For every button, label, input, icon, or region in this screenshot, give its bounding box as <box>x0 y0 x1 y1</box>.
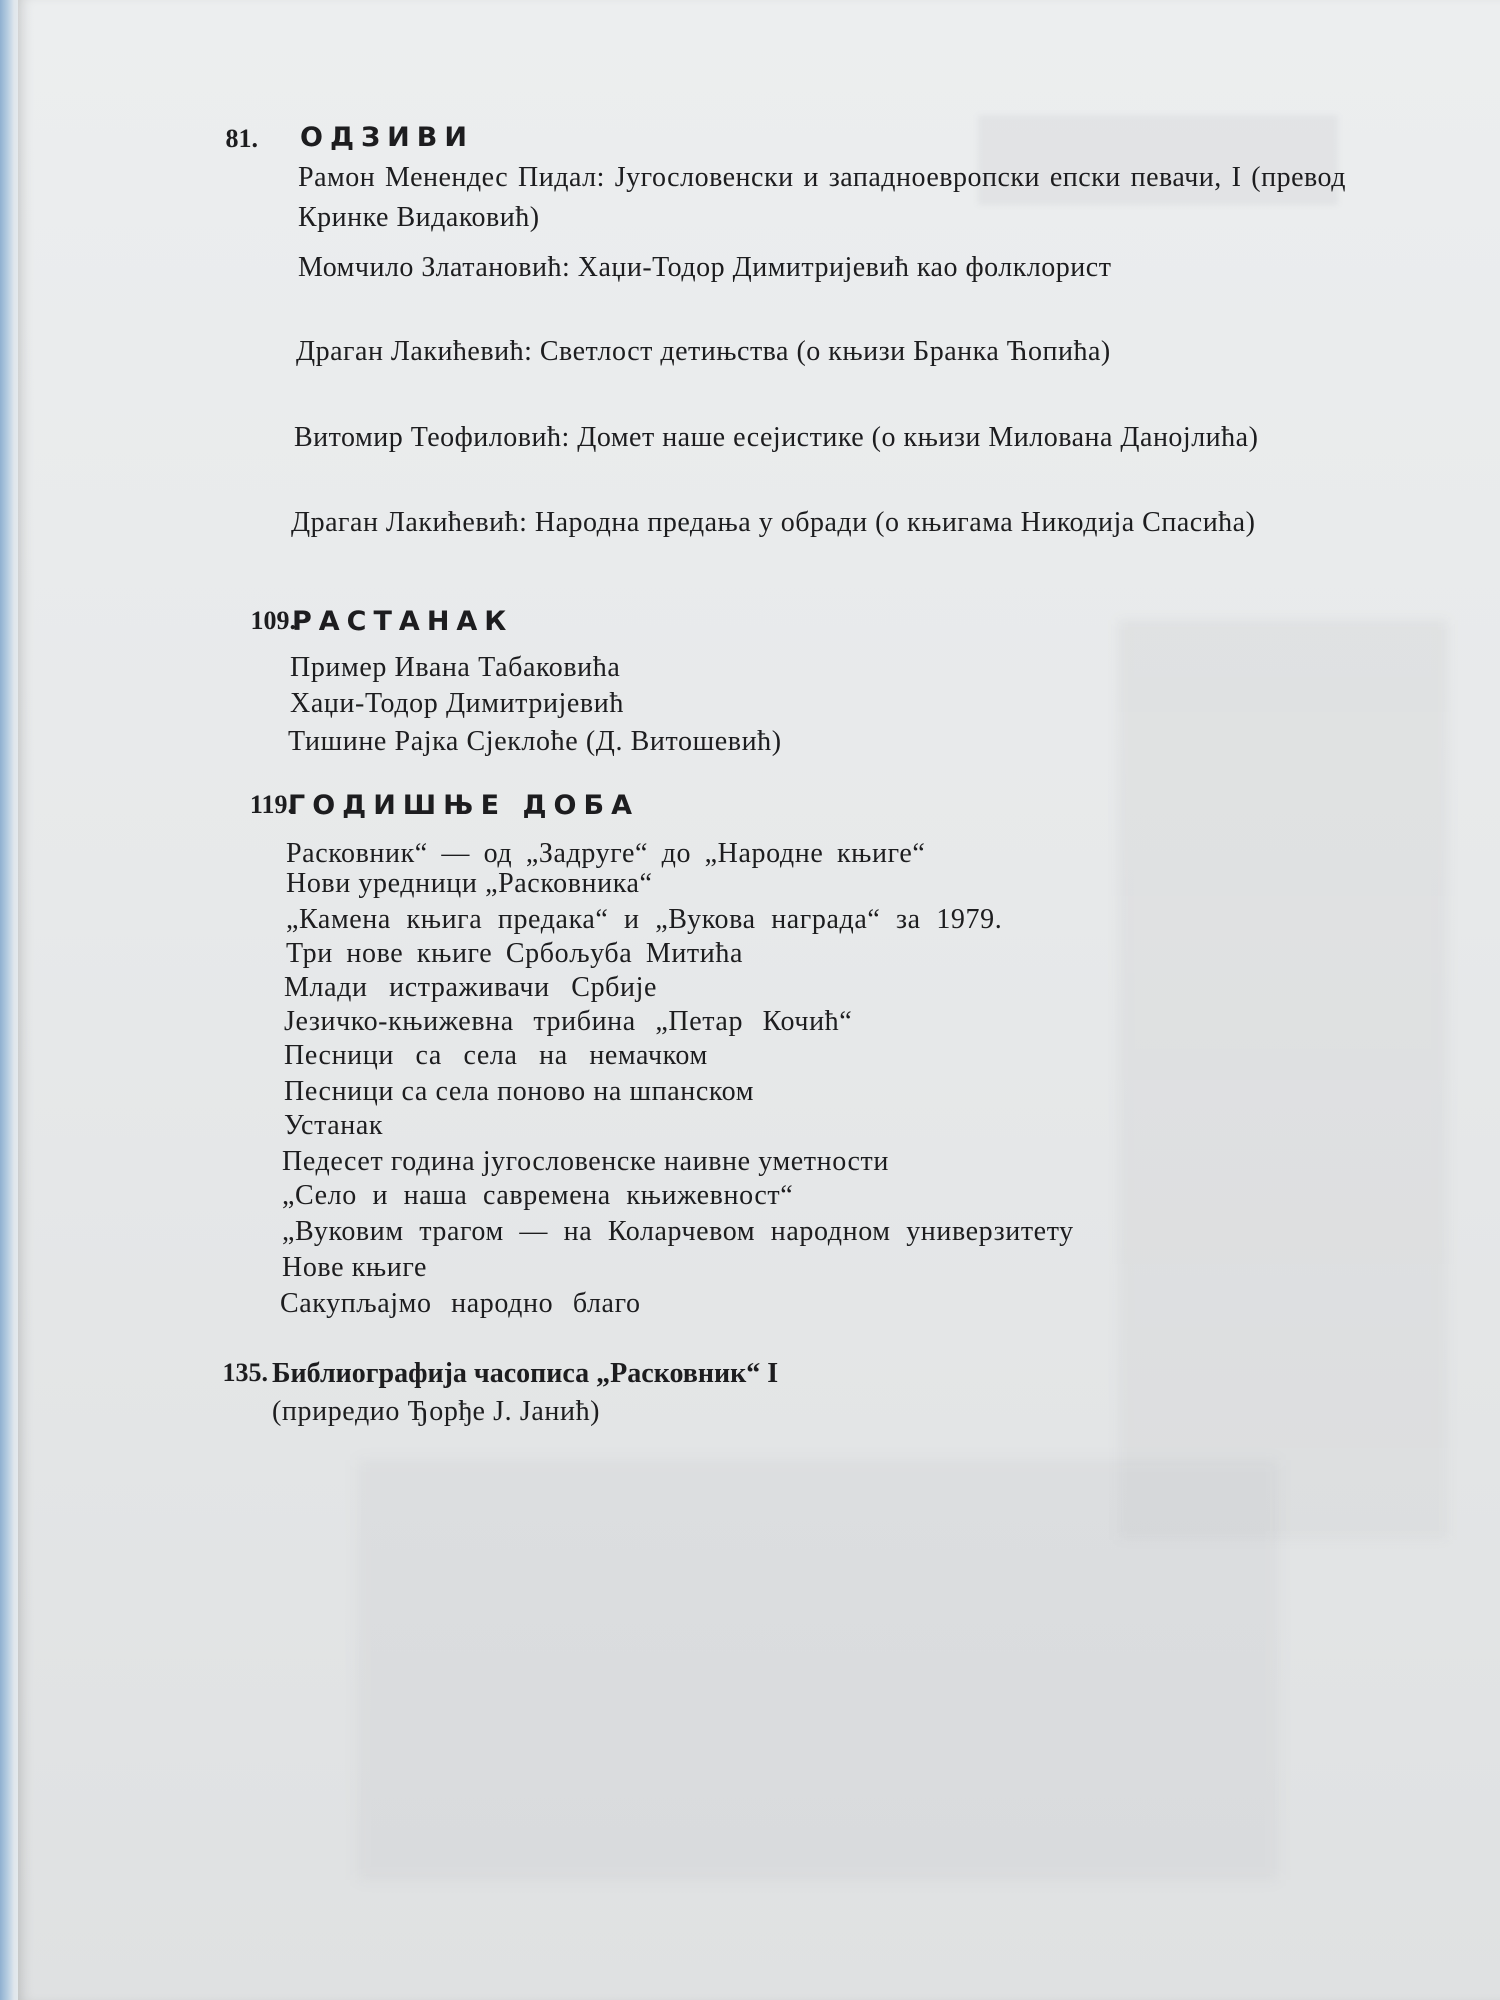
toc-entry: „Вуковим трагом — на Коларчевом народном универзитету <box>282 1216 1074 1247</box>
section-heading: РАСТАНАК <box>292 606 514 637</box>
section-number: 135. <box>222 1358 268 1387</box>
toc-entry: Рамон Менендес Пидал: Југословенски и западноевропски епски певачи, I (превод Кринке Видаковић) <box>298 162 1346 233</box>
toc-entry: „Село и наша савремена књижевност“ <box>282 1180 794 1211</box>
section-title: Библиографија часописа „Расковник“ I <box>272 1358 779 1389</box>
toc-entry: Драган Лакићевић: Народна предања у обради (о књигама Никодија Спасића) <box>291 507 1256 538</box>
toc-entry: Хаџи-Тодор Димитријевић <box>290 688 624 719</box>
section-subtitle: (приредио Ђорђе Ј. Јанић) <box>272 1396 601 1427</box>
toc-entry: Нове књиге <box>282 1252 428 1283</box>
toc-entry: Нови уредници „Расковника“ <box>286 868 653 899</box>
section-heading: ГОДИШЊЕ ДОБА <box>288 790 639 821</box>
toc-entry: Песници са села на немачком <box>284 1040 708 1071</box>
toc-entry: Момчило Златановић: Хаџи-Тодор Димитријевић као фолклорист <box>298 252 1112 283</box>
toc-entry: Сакупљајмо народно благо <box>280 1288 641 1319</box>
toc-entry: Млади истраживачи Србије <box>284 972 658 1003</box>
section-number: 109. <box>250 606 296 635</box>
show-through-shadow <box>1118 620 1448 1540</box>
toc-entry: Три нове књиге Србољуба Митића <box>286 938 743 969</box>
toc-entry: Расковник“ — од „Задруге“ до „Народне књиге“ <box>286 838 926 869</box>
toc-entry: Пример Ивана Табаковића <box>290 652 621 683</box>
toc-entry: Песници са села поново на шпанском <box>284 1076 755 1107</box>
toc-entry: Устанак <box>284 1110 384 1141</box>
toc-entry: Тишине Рајка Сјеклоће (Д. Витошевић) <box>288 726 782 757</box>
section-number: 119. <box>249 790 294 819</box>
section-heading: ОДЗИВИ <box>300 122 474 153</box>
toc-entry: Витомир Теофиловић: Домет наше есејистике (о књизи Милована Данојлића) <box>294 422 1259 453</box>
section-number: 81. <box>225 124 258 153</box>
toc-entry: „Камена књига предака“ и „Вукова награда“ за 1979. <box>286 904 1003 935</box>
toc-entry: Језичко-књижевна трибина „Петар Кочић“ <box>284 1006 853 1037</box>
toc-entry: Драган Лакићевић: Светлост детињства (о књизи Бранка Ћопића) <box>296 336 1111 367</box>
book-page <box>18 0 1500 2000</box>
show-through-shadow <box>358 1460 1278 1880</box>
toc-entry: Педесет година југословенске наивне уметности <box>282 1146 889 1177</box>
